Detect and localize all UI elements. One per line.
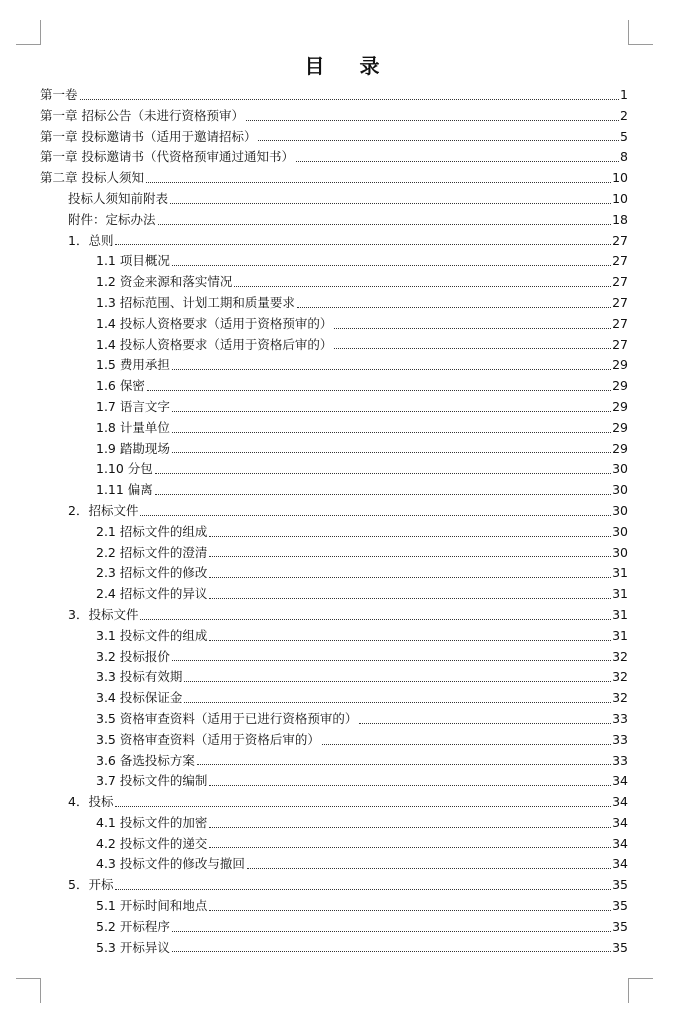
toc-entry-text: 2．招标文件 [68,502,139,518]
toc-entry[interactable] [40,85,628,106]
toc-leader-dots [140,619,611,620]
toc-entry-text: 1.7 语言文字 [96,398,170,414]
toc-entry-text: 2.2 招标文件的澄清 [96,544,208,560]
toc-entry-text: 1.4 投标人资格要求（适用于资格后审的） [96,336,333,352]
toc-leader-dots [247,868,611,869]
toc-entry-text: 1.4 投标人资格要求（适用于资格预审的） [96,315,333,331]
toc-entry-page-number: 33 [612,731,628,747]
toc-entry-text: 4.2 投标文件的递交 [96,835,208,851]
toc-entry-text: 1.11 偏离 [96,482,153,498]
toc-entry-page-number: 5 [620,128,628,144]
toc-entry[interactable] [40,584,628,605]
toc-entry[interactable] [40,397,628,418]
toc-entry-page-number: 29 [612,419,628,435]
toc-leader-dots [209,827,611,828]
toc-entry[interactable] [40,875,628,896]
toc-leader-dots [170,203,611,204]
toc-entry[interactable] [40,751,628,772]
toc-entry[interactable] [40,106,628,127]
toc-entry-page-number: 27 [612,294,628,310]
toc-entry[interactable] [40,647,628,668]
toc-leader-dots [172,411,611,412]
toc-leader-dots [80,99,620,100]
toc-entry-page-number: 29 [612,378,628,394]
toc-leader-dots [258,140,619,141]
toc-entry[interactable] [40,189,628,210]
toc-entry-page-number: 29 [612,398,628,414]
toc-entry-page-number: 1 [620,87,628,102]
toc-entry-page-number: 27 [612,232,628,248]
toc-entry-text: 1.10 分包 [96,461,153,477]
toc-entry-text: 3.5 资格审查资料（适用于已进行资格预审的） [96,710,358,726]
toc-leader-dots [209,598,611,599]
toc-entry[interactable] [40,147,628,168]
toc-leader-dots [172,369,611,370]
toc-entry-page-number: 34 [612,773,628,789]
toc-entry[interactable] [40,771,628,792]
toc-entry[interactable] [40,730,628,751]
toc-entry-text: 5.2 开标程序 [96,918,170,934]
toc-entry[interactable] [40,376,628,397]
toc-entry-text: 第二章 投标人须知 [40,170,144,186]
toc-leader-dots [209,785,611,786]
toc-entry-text: 4．投标 [68,794,114,810]
toc-entry[interactable] [40,272,628,293]
toc-entry[interactable] [40,688,628,709]
toc-leader-dots [296,161,619,162]
toc-entry-page-number: 30 [612,544,628,560]
toc-leader-dots [359,723,611,724]
toc-entry[interactable] [40,480,628,501]
toc-entry-text: 第一章 投标邀请书（适用于邀请招标） [40,128,257,144]
page-corner-mark-top-left [16,20,41,45]
toc-leader-dots [209,556,611,557]
toc-leader-dots [209,847,611,848]
toc-entry[interactable] [40,917,628,938]
toc-entry-text: 1.3 招标范围、计划工期和质量要求 [96,294,295,310]
toc-entry-page-number: 32 [612,648,628,664]
toc-entry-text: 2.4 招标文件的异议 [96,586,208,602]
toc-entry-page-number: 8 [620,149,628,165]
toc-entry[interactable] [40,792,628,813]
toc-entry-text: 3．投标文件 [68,606,139,622]
toc-entry[interactable] [40,127,628,148]
toc-entry-text: 3.1 投标文件的组成 [96,627,208,643]
toc-leader-dots [209,577,611,578]
toc-entry-page-number: 31 [612,586,628,602]
toc-entry-text: 3.3 投标有效期 [96,669,183,685]
toc-leader-dots [172,265,611,266]
toc-entry-page-number: 10 [612,170,628,186]
toc-entry-text: 5.3 开标异议 [96,939,170,955]
table-of-contents [40,85,628,958]
toc-leader-dots [334,348,611,349]
toc-entry-text: 第一章 招标公告（未进行资格预审） [40,107,244,123]
page-corner-mark-bottom-left [16,978,41,1003]
toc-entry-text: 1.8 计量单位 [96,419,170,435]
toc-entry-page-number: 33 [612,710,628,726]
toc-entry[interactable] [40,522,628,543]
toc-entry-page-number: 27 [612,274,628,290]
toc-entry-page-number: 27 [612,336,628,352]
toc-entry[interactable] [40,293,628,314]
toc-entry-page-number: 32 [612,690,628,706]
toc-entry-text: 附件：定标办法 [68,211,156,227]
toc-entry-page-number: 18 [612,211,628,227]
toc-entry[interactable] [40,605,628,626]
toc-entry-page-number: 34 [612,814,628,830]
toc-leader-dots [115,889,611,890]
toc-entry-text: 1.9 踏勘现场 [96,440,170,456]
page-corner-mark-bottom-right [628,978,653,1003]
toc-entry-text: 5.1 开标时间和地点 [96,898,208,914]
toc-entry[interactable] [40,418,628,439]
toc-entry-text: 1．总则 [68,232,114,248]
toc-leader-dots [322,744,611,745]
toc-leader-dots [140,515,611,516]
toc-entry[interactable] [40,314,628,335]
toc-entry-text: 3.2 投标报价 [96,648,170,664]
toc-entry[interactable] [40,251,628,272]
toc-entry-page-number: 30 [612,482,628,498]
toc-entry-page-number: 30 [612,461,628,477]
toc-entry[interactable] [40,938,628,959]
toc-leader-dots [158,224,612,225]
toc-entry-text: 第一章 投标邀请书（代资格预审通过通知书） [40,149,294,165]
toc-leader-dots [197,764,611,765]
toc-entry-page-number: 34 [612,835,628,851]
toc-leader-dots [115,806,611,807]
toc-entry-text: 投标人须知前附表 [68,190,169,206]
toc-entry-page-number: 30 [612,502,628,518]
toc-leader-dots [184,681,611,682]
toc-entry-page-number: 33 [612,752,628,768]
toc-entry[interactable] [40,854,628,875]
toc-entry-text: 4.1 投标文件的加密 [96,814,208,830]
toc-entry-text: 1.5 费用承担 [96,357,170,373]
toc-entry-text: 2.1 招标文件的组成 [96,523,208,539]
toc-leader-dots [147,390,611,391]
toc-entry-page-number: 30 [612,523,628,539]
toc-entry-page-number: 29 [612,357,628,373]
toc-leader-dots [209,536,611,537]
toc-entry-text: 2.3 招标文件的修改 [96,565,208,581]
toc-leader-dots [172,931,611,932]
toc-entry-page-number: 35 [612,939,628,955]
toc-entry[interactable] [40,210,628,231]
toc-entry-page-number: 35 [612,898,628,914]
toc-entry-page-number: 35 [612,918,628,934]
toc-entry-text: 3.4 投标保证金 [96,690,183,706]
toc-entry[interactable] [40,459,628,480]
toc-entry[interactable] [40,501,628,522]
toc-leader-dots [184,702,611,703]
toc-entry-text: 1.6 保密 [96,378,145,394]
toc-entry[interactable] [40,355,628,376]
toc-entry-page-number: 27 [612,253,628,269]
toc-entry[interactable] [40,709,628,730]
toc-entry[interactable] [40,626,628,647]
toc-entry[interactable] [40,439,628,460]
toc-entry-text: 4.3 投标文件的修改与撤回 [96,856,245,872]
toc-entry[interactable] [40,231,628,252]
toc-entry[interactable] [40,543,628,564]
toc-entry-text: 1.1 项目概况 [96,253,170,269]
toc-entry[interactable] [40,813,628,834]
toc-title: 目 录 [304,54,394,78]
toc-leader-dots [246,120,619,121]
toc-entry[interactable] [40,896,628,917]
toc-entry[interactable] [40,834,628,855]
toc-entry-text: 第一卷 [40,87,78,102]
toc-leader-dots [172,452,611,453]
toc-leader-dots [297,307,611,308]
toc-entry[interactable] [40,667,628,688]
toc-entry[interactable] [40,335,628,356]
toc-entry-page-number: 27 [612,315,628,331]
toc-entry-page-number: 35 [612,877,628,893]
toc-entry-page-number: 34 [612,856,628,872]
toc-leader-dots [172,660,611,661]
toc-leader-dots [146,182,611,183]
toc-leader-dots [172,432,611,433]
toc-entry-page-number: 2 [620,107,628,123]
toc-leader-dots [155,473,611,474]
toc-entry-page-number: 31 [612,627,628,643]
toc-entry-text: 5．开标 [68,877,114,893]
toc-leader-dots [115,244,611,245]
toc-leader-dots [334,328,611,329]
toc-entry-page-number: 31 [612,606,628,622]
toc-entry-text: 1.2 资金来源和落实情况 [96,274,233,290]
toc-entry-page-number: 10 [612,190,628,206]
toc-leader-dots [234,286,611,287]
toc-entry-page-number: 32 [612,669,628,685]
toc-entry-page-number: 31 [612,565,628,581]
toc-entry-page-number: 29 [612,440,628,456]
toc-entry[interactable] [40,563,628,584]
toc-leader-dots [209,910,611,911]
toc-entry[interactable] [40,168,628,189]
toc-leader-dots [209,640,611,641]
toc-entry-text: 3.6 备选投标方案 [96,752,195,768]
page-corner-mark-top-right [628,20,653,45]
toc-entry-text: 3.7 投标文件的编制 [96,773,208,789]
toc-entry-page-number: 34 [612,794,628,810]
toc-leader-dots [155,494,611,495]
toc-leader-dots [172,951,611,952]
toc-entry-text: 3.5 资格审查资料（适用于资格后审的） [96,731,320,747]
